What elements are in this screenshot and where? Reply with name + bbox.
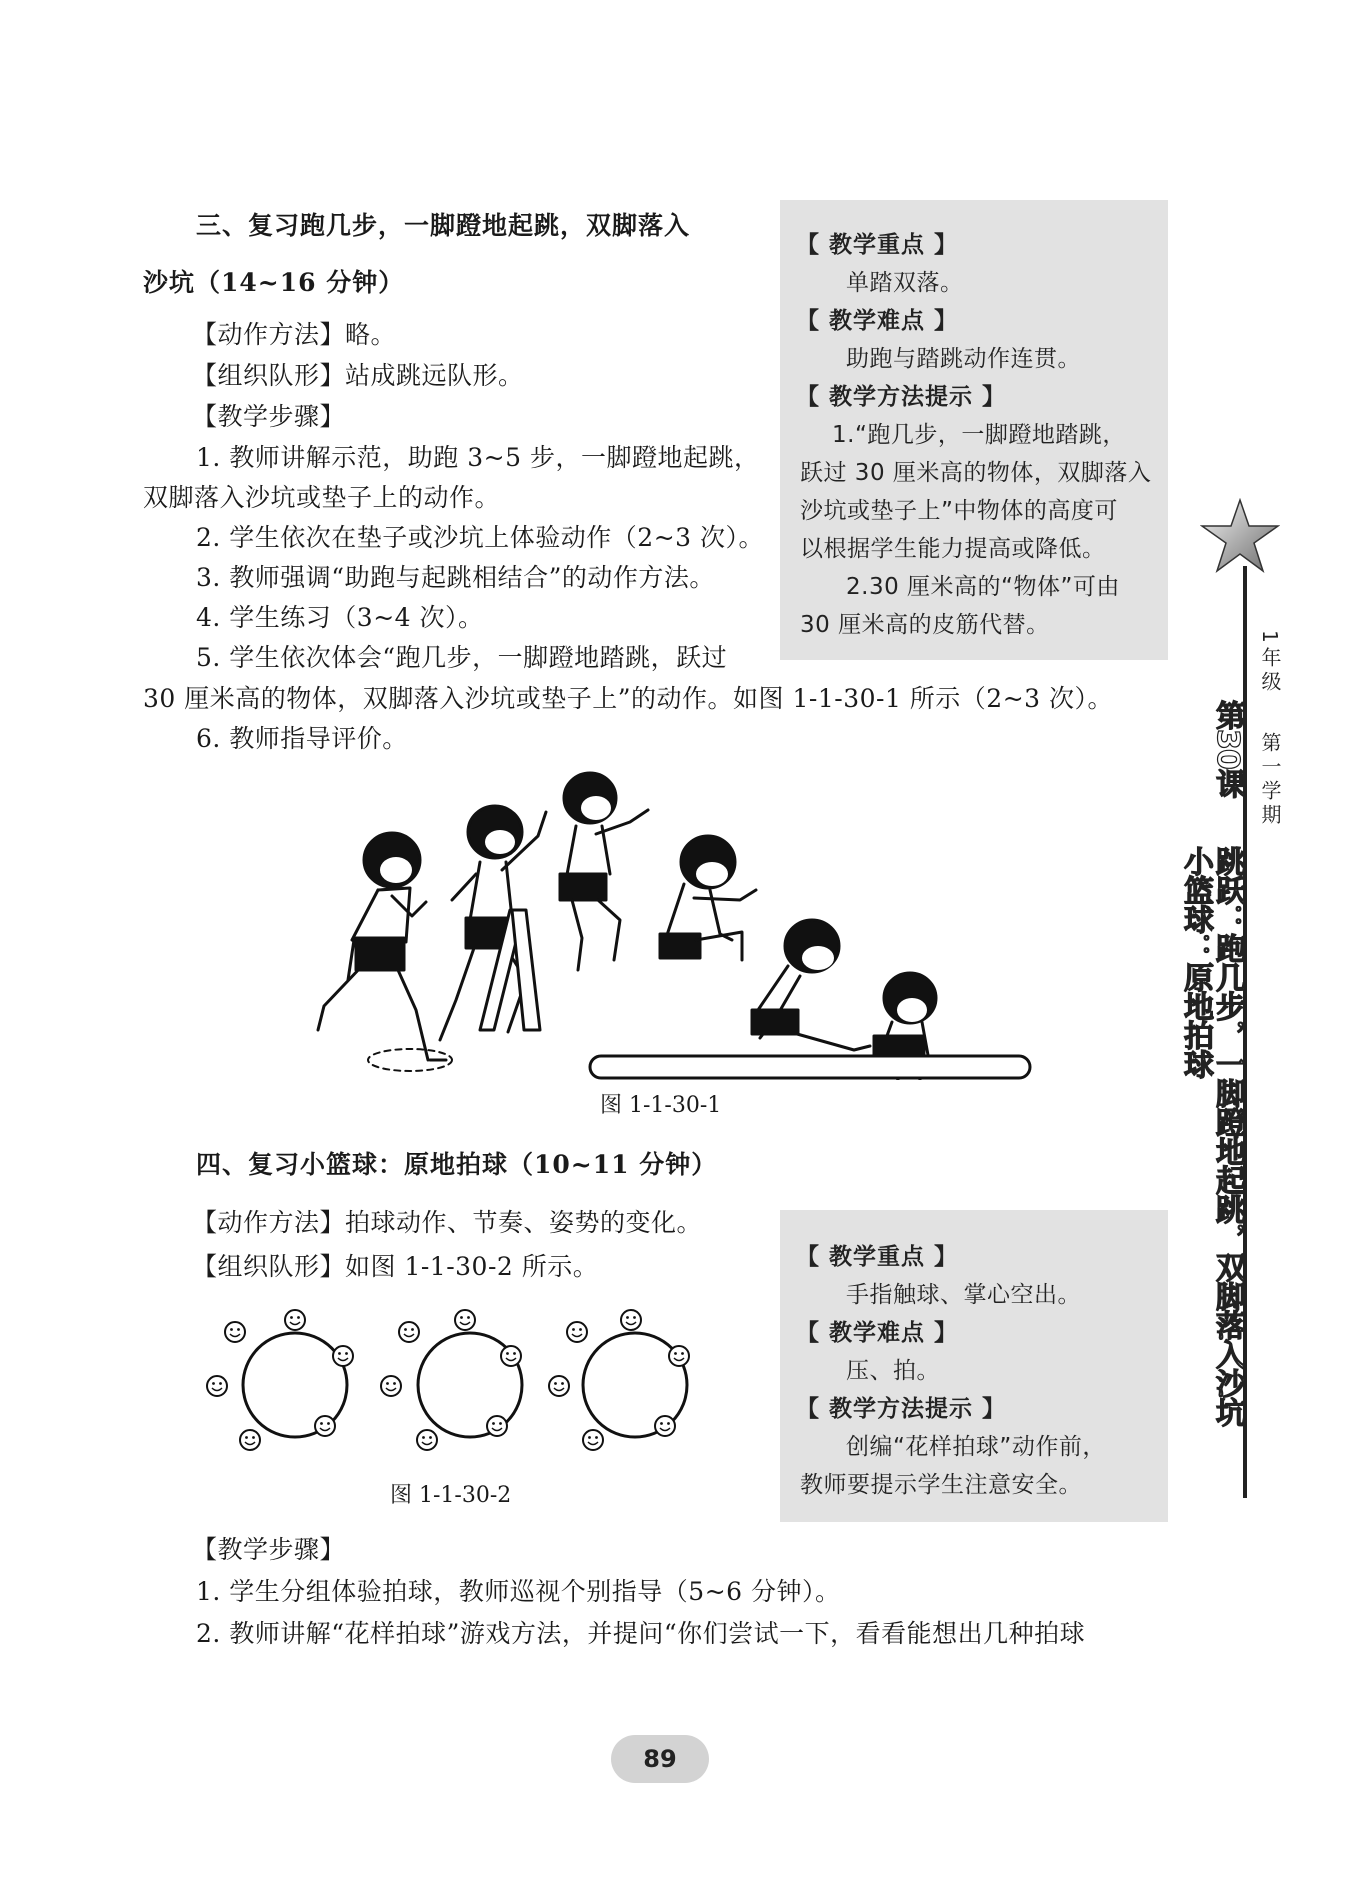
page-number: 89 <box>611 1735 709 1783</box>
difficulty-text: 助跑与踏跳动作连贯。 <box>846 346 1081 372</box>
s3-step1: 1. 教师讲解示范，助跑 3~5 步，一脚蹬地起跳， <box>196 443 760 472</box>
s4-step1: 1. 学生分组体验拍球，教师巡视个别指导（5~6 分钟）。 <box>196 1577 841 1606</box>
s3-step1-cont: 双脚落入沙坑或垫子上的动作。 <box>143 483 501 512</box>
s3-formation: 【组织队形】站成跳远队形。 <box>192 361 524 390</box>
figure-caption-2: 图 1-1-30-2 <box>390 1483 512 1508</box>
child-figure-landing <box>752 920 870 1050</box>
tips-line: 1.“跑几步，一脚蹬地踏跳， <box>832 422 1126 448</box>
s3-step4: 4. 学生练习（3~4 次）。 <box>196 603 484 632</box>
s4-steps-label: 【教学步骤】 <box>192 1535 346 1564</box>
tips-line: 以根据学生能力提高或降低。 <box>800 536 1106 562</box>
sidebar-lesson: 第30课 <box>1210 700 1245 798</box>
teaching-notes-box-1 <box>780 200 1168 660</box>
tips-line: 创编“花样拍球”动作前， <box>846 1434 1106 1460</box>
child-figure-run <box>318 833 446 1060</box>
tips-line: 跃过 30 厘米高的物体，双脚落入 <box>800 460 1152 486</box>
s3-step5-cont: 30 厘米高的物体，双脚落入沙坑或垫子上”的动作。如图 1-1-30-1 所示（2~3 次）。 <box>143 684 1114 713</box>
s3-step5: 5. 学生依次体会“跑几步，一脚蹬地踏跳，跃过 <box>196 643 728 672</box>
child-figure-airborne <box>560 773 648 970</box>
tips-line: 30 厘米高的皮筋代替。 <box>800 612 1050 638</box>
sidebar-grade: 1年级 <box>1258 630 1282 695</box>
difficulty-text: 压、拍。 <box>846 1358 940 1384</box>
formation-group-1 <box>207 1310 353 1450</box>
s3-step3: 3. 教师强调“助跑与起跳相结合”的动作方法。 <box>196 563 715 592</box>
tips-line: 2.30 厘米高的“物体”可由 <box>846 574 1120 600</box>
key-points-label: 【 教学重点 】 <box>796 1244 959 1270</box>
difficulty-label: 【 教学难点 】 <box>796 308 959 334</box>
s3-step2: 2. 学生依次在垫子或沙坑上体验动作（2~3 次）。 <box>196 523 765 552</box>
s3-method: 【动作方法】略。 <box>192 320 397 349</box>
key-points-text: 手指触球、掌心空出。 <box>846 1282 1081 1308</box>
section3-heading-line1: 三、复习跑几步，一脚蹬地起跳，双脚落入 <box>196 211 691 240</box>
formation-group-2 <box>381 1310 522 1450</box>
key-points-text: 单踏双落。 <box>846 270 964 296</box>
section3-heading-line2: 沙坑（14~16 分钟） <box>143 268 405 297</box>
s4-formation: 【组织队形】如图 1-1-30-2 所示。 <box>192 1252 599 1281</box>
s4-step2: 2. 教师讲解“花样拍球”游戏方法，并提问“你们尝试一下，看看能想出几种拍球 <box>196 1619 1086 1648</box>
star-icon <box>1200 498 1280 574</box>
sidebar-title-jump: 跳跃：跑几步，一脚蹬地起跳，双脚落入沙坑 <box>1210 846 1245 1426</box>
formation-group-3 <box>549 1310 689 1450</box>
tips-line: 沙坑或垫子上”中物体的高度可 <box>800 498 1118 524</box>
teaching-notes-box-2 <box>780 1210 1168 1522</box>
sidebar-title-basketball: 小篮球：原地拍球 <box>1178 846 1213 1078</box>
s3-steps-label: 【教学步骤】 <box>192 402 346 431</box>
method-tips-label: 【 教学方法提示 】 <box>796 1396 1007 1422</box>
tips-line: 教师要提示学生注意安全。 <box>800 1472 1082 1498</box>
key-points-label: 【 教学重点 】 <box>796 232 959 258</box>
s3-step6: 6. 教师指导评价。 <box>196 724 408 753</box>
difficulty-label: 【 教学难点 】 <box>796 1320 959 1346</box>
section4-heading: 四、复习小篮球：原地拍球（10~11 分钟） <box>196 1150 718 1179</box>
jump-sequence-illustration <box>280 770 1040 1080</box>
s4-method: 【动作方法】拍球动作、节奏、姿势的变化。 <box>192 1208 703 1237</box>
method-tips-label: 【 教学方法提示 】 <box>796 384 1007 410</box>
figure-caption-1: 图 1-1-30-1 <box>600 1093 722 1118</box>
landing-mat <box>590 1056 1030 1078</box>
sidebar-term: 第一学期 <box>1258 732 1282 828</box>
child-figure-tuck <box>660 836 756 960</box>
formation-diagram <box>195 1300 705 1470</box>
